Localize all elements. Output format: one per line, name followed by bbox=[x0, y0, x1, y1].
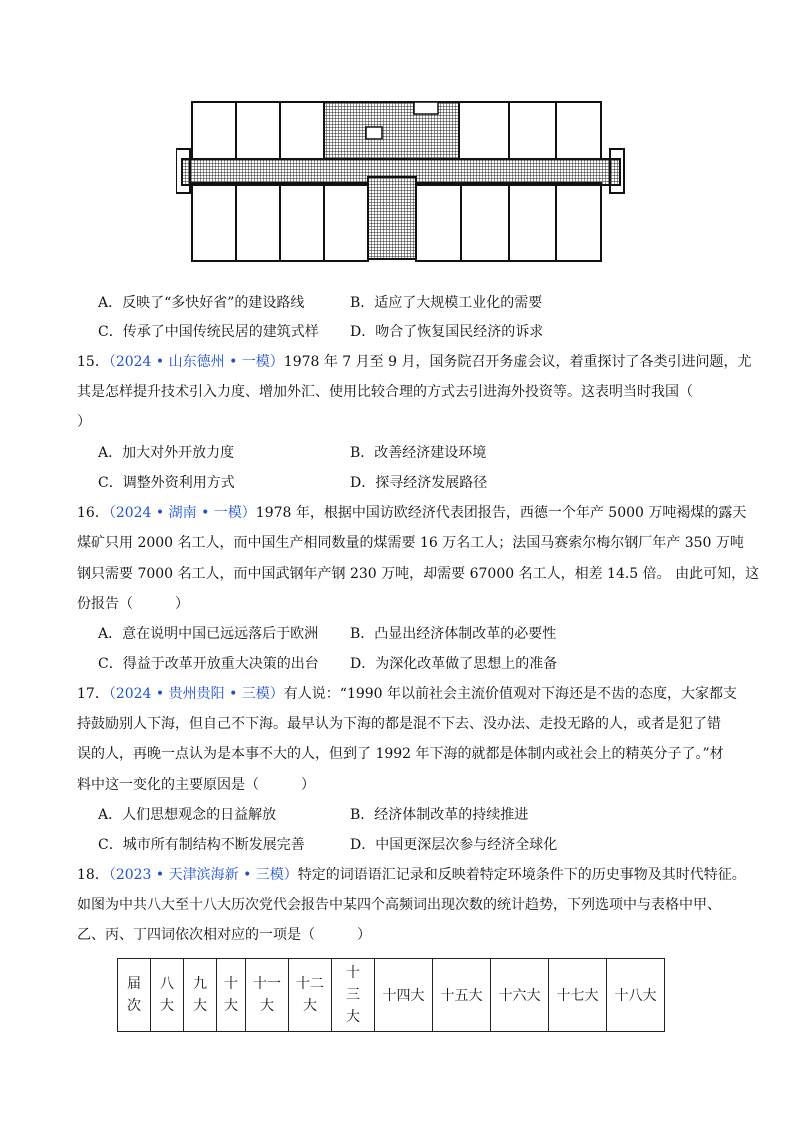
q17-number: 17． bbox=[77, 686, 109, 702]
q17-option-c[interactable]: C．城市所有制结构不断发展完善 bbox=[98, 837, 305, 853]
q17-stem-line1 bbox=[77, 684, 737, 704]
q16-source: （2024 • 湖南 • 一模） bbox=[108, 505, 256, 521]
table-cell: 十四大 bbox=[375, 959, 433, 1032]
q15-text1: 1978 年 7 月至 9 月，国务院召开务虚会议，着重探讨了各类引进问题，尤 bbox=[283, 354, 752, 370]
building-floor-plan-image bbox=[176, 97, 626, 267]
table-cell: 九大 bbox=[184, 959, 217, 1032]
q16-stem-line1 bbox=[77, 503, 746, 523]
q18-frequency-table bbox=[117, 958, 665, 1032]
q14-option-a[interactable]: A．反映了“多快好省”的建设路线 bbox=[98, 295, 305, 311]
q18-number: 18． bbox=[77, 867, 109, 883]
table-cell: 十二大 bbox=[289, 959, 332, 1032]
q17-stem-line2: 持鼓励别人下海，但自己不下海。最早认为下海的都是混不下去、没办法、走投无路的人，或者是犯了错 bbox=[77, 716, 721, 732]
q15-number: 15． bbox=[77, 354, 109, 370]
q14-option-d[interactable]: D．吻合了恢复国民经济的诉求 bbox=[350, 324, 544, 340]
q16-option-a[interactable]: A．意在说明中国已远远落后于欧洲 bbox=[98, 626, 319, 642]
q16-stem-line2: 煤矿只用 2000 名工人，而中国生产相同数量的煤需要 16 万名工人；法国马赛索尔梅尔钢厂年产 350 万吨 bbox=[77, 535, 744, 551]
q17-text1: 有人说：“1990 年以前社会主流价值观对下海还是不齿的态度，大家都支 bbox=[283, 686, 738, 702]
q16-text1: 1978 年，根据中国访欧经济代表团报告，西德一个年产 5000 万吨褐煤的露天 bbox=[255, 505, 747, 521]
q15-option-d[interactable]: D．探寻经济发展路径 bbox=[350, 475, 488, 491]
q16-option-c[interactable]: C．得益于改革开放重大决策的出台 bbox=[98, 656, 319, 672]
q16-stem-line4: 份报告（ ） bbox=[77, 596, 189, 612]
table-cell: 十七大 bbox=[549, 959, 607, 1032]
table-cell: 十八大 bbox=[607, 959, 665, 1032]
q14-option-b[interactable]: B．适应了大规模工业化的需要 bbox=[350, 295, 543, 311]
table-cell: 十五大 bbox=[433, 959, 491, 1032]
q18-stem-line3: 乙、丙、丁四词依次相对应的一项是（ ） bbox=[77, 927, 371, 943]
q15-stem-line2: 其是怎样提升技术引入力度、增加外汇、使用比较合理的方式去引进海外投资等。这表明当时我国（ bbox=[77, 384, 693, 400]
q15-option-a[interactable]: A．加大对外开放力度 bbox=[98, 445, 235, 461]
q15-stem-line3: ） bbox=[77, 414, 91, 430]
q18-stem-line1 bbox=[77, 865, 746, 885]
q17-stem-line4: 料中这一变化的主要原因是（ ） bbox=[77, 777, 315, 793]
q15-option-c[interactable]: C．调整外资利用方式 bbox=[98, 475, 235, 491]
q18-source: （2023 • 天津滨海新 • 三模） bbox=[108, 867, 298, 883]
q15-option-b[interactable]: B．改善经济建设环境 bbox=[350, 445, 487, 461]
q15-stem-line1 bbox=[77, 352, 751, 372]
q15-source: （2024 • 山东德州 • 一模） bbox=[108, 354, 284, 370]
q16-number: 16． bbox=[77, 505, 109, 521]
table-cell: 届次 bbox=[118, 959, 151, 1032]
q17-source: （2024 • 贵州贵阳 • 三模） bbox=[108, 686, 284, 702]
table-cell: 十一大 bbox=[246, 959, 289, 1032]
q17-option-d[interactable]: D．中国更深层次参与经济全球化 bbox=[350, 837, 558, 853]
q16-option-b[interactable]: B．凸显出经济体制改革的必要性 bbox=[350, 626, 557, 642]
q17-stem-line3: 误的人，再晚一点认为是本事不大的人，但到了 1992 年下海的就都是体制内或社会上的精英分子了。”材 bbox=[77, 746, 724, 762]
q18-stem-line2: 如图为中共八大至十八大历次党代会报告中某四个高频词出现次数的统计趋势，下列选项中与表格中甲、 bbox=[77, 897, 721, 913]
table-cell: 十六大 bbox=[491, 959, 549, 1032]
table-cell: 十三大 bbox=[332, 959, 375, 1032]
q16-stem-line3: 钢只需要 7000 名工人，而中国武钢年产钢 230 万吨，却需要 67000 名工人，相差 14.5 倍。 由此可知，这 bbox=[77, 566, 760, 582]
q17-option-a[interactable]: A．人们思想观念的日益解放 bbox=[98, 807, 277, 823]
q16-option-d[interactable]: D．为深化改革做了思想上的准备 bbox=[350, 656, 558, 672]
table-cell: 八大 bbox=[151, 959, 184, 1032]
q18-text1: 特定的词语语汇记录和反映着特定环境条件下的历史事物及其时代特征。 bbox=[297, 867, 746, 883]
table-header-row bbox=[118, 959, 665, 1032]
q14-option-c[interactable]: C．传承了中国传统民居的建筑式样 bbox=[98, 324, 319, 340]
q17-option-b[interactable]: B．经济体制改革的持续推进 bbox=[350, 807, 529, 823]
table-cell: 十大 bbox=[217, 959, 246, 1032]
